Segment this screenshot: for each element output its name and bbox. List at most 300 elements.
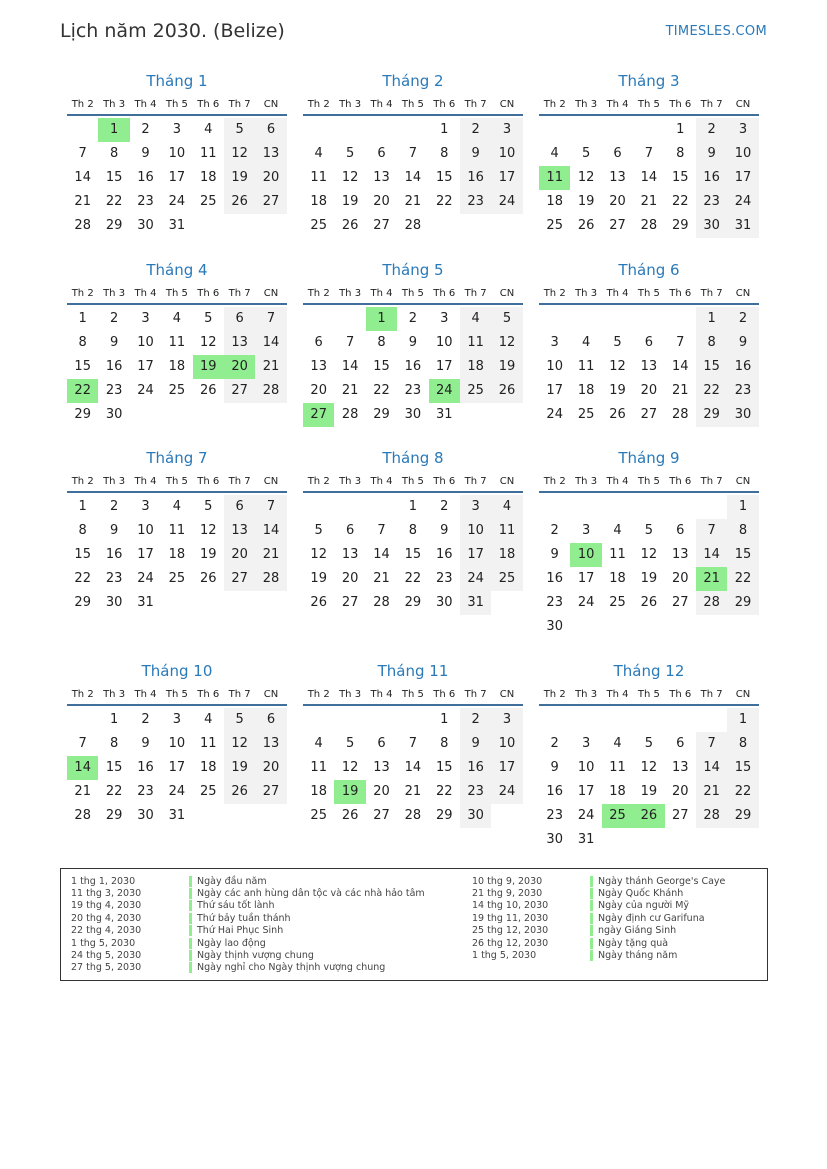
day-cell[interactable]: 5 xyxy=(491,307,522,331)
day-cell[interactable]: 14 xyxy=(341,359,359,374)
day-cell[interactable]: 12 xyxy=(199,335,217,350)
day-cell[interactable]: 15 xyxy=(404,547,422,562)
day-cell[interactable]: 5 xyxy=(644,736,653,751)
day-cell[interactable]: 30 xyxy=(696,214,727,238)
day-cell[interactable]: 7 xyxy=(255,495,286,519)
day-cell[interactable]: 17 xyxy=(137,547,154,562)
day-cell[interactable]: 8 xyxy=(377,335,386,350)
day-cell[interactable]: 19 xyxy=(609,383,626,398)
day-cell[interactable]: 25 xyxy=(199,194,217,209)
day-cell[interactable]: 20 xyxy=(341,571,359,586)
day-cell[interactable]: 30 xyxy=(137,808,154,823)
day-cell[interactable]: 11 xyxy=(310,760,327,775)
day-cell[interactable]: 23 xyxy=(105,571,123,586)
day-cell[interactable]: 28 xyxy=(255,379,286,403)
day-cell[interactable]: 15 xyxy=(105,170,123,185)
day-cell[interactable]: 7 xyxy=(345,335,355,350)
day-cell[interactable]: 7 xyxy=(78,146,87,161)
day-cell[interactable]: 21 xyxy=(74,194,91,209)
day-cell[interactable]: 11 xyxy=(199,146,217,161)
day-cell[interactable]: 26 xyxy=(491,379,522,403)
day-cell[interactable]: 28 xyxy=(255,567,286,591)
day-cell[interactable]: 27 xyxy=(255,780,286,804)
day-cell[interactable]: 19 xyxy=(224,756,255,780)
day-cell[interactable]: 2 xyxy=(550,736,559,751)
day-cell[interactable]: 13 xyxy=(224,519,255,543)
day-cell[interactable]: 28 xyxy=(696,591,727,615)
day-cell[interactable]: 20 xyxy=(373,194,390,209)
day-cell[interactable]: 17 xyxy=(577,571,595,586)
day-cell[interactable]: 8 xyxy=(440,736,449,751)
day-cell[interactable]: 17 xyxy=(491,166,522,190)
day-cell[interactable]: 13 xyxy=(373,170,390,185)
day-cell[interactable]: 9 xyxy=(550,760,559,775)
day-cell[interactable]: 3 xyxy=(491,708,522,732)
day-cell[interactable]: 6 xyxy=(255,118,286,142)
day-cell[interactable]: 10 xyxy=(168,736,186,751)
day-cell[interactable]: 28 xyxy=(696,804,727,828)
day-cell[interactable]: 12 xyxy=(224,142,255,166)
day-cell[interactable]: 14 xyxy=(404,760,422,775)
day-cell[interactable]: 10 xyxy=(491,732,522,756)
day-cell[interactable]: 16 xyxy=(546,784,563,799)
day-cell[interactable]: 16 xyxy=(435,547,453,562)
day-cell[interactable]: 23 xyxy=(546,595,563,610)
day-cell[interactable]: 4 xyxy=(581,335,591,350)
day-cell[interactable]: 25 xyxy=(199,784,217,799)
day-cell[interactable]: 8 xyxy=(676,146,685,161)
day-cell[interactable]: 11 xyxy=(199,736,217,751)
day-cell[interactable]: 5 xyxy=(224,708,255,732)
day-cell[interactable]: 12 xyxy=(341,170,359,185)
day-cell[interactable]: 23 xyxy=(546,808,563,823)
day-cell[interactable]: 9 xyxy=(460,142,491,166)
day-cell[interactable]: 16 xyxy=(696,166,727,190)
day-cell[interactable]: 18 xyxy=(491,543,522,567)
day-cell[interactable]: 4 xyxy=(172,499,181,514)
day-cell[interactable]: 31 xyxy=(168,218,186,233)
day-cell[interactable]: 12 xyxy=(224,732,255,756)
day-cell[interactable]: 9 xyxy=(727,331,758,355)
day-cell[interactable]: 25 xyxy=(460,379,491,403)
day-cell[interactable]: 26 xyxy=(577,218,595,233)
day-cell[interactable]: 17 xyxy=(168,760,186,775)
day-cell[interactable]: 24 xyxy=(168,784,186,799)
day-cell[interactable]: 15 xyxy=(435,170,453,185)
day-cell[interactable]: 13 xyxy=(255,142,286,166)
day-cell[interactable]: 29 xyxy=(105,808,123,823)
day-cell[interactable]: 22 xyxy=(435,784,453,799)
day-cell[interactable]: 17 xyxy=(435,359,453,374)
day-cell[interactable]: 4 xyxy=(204,122,213,137)
day-cell[interactable]: 7 xyxy=(408,736,417,751)
day-cell[interactable]: 28 xyxy=(74,218,91,233)
day-cell[interactable]: 24 xyxy=(577,808,595,823)
day-cell[interactable]: 28 xyxy=(404,808,422,823)
day-cell[interactable]: 28 xyxy=(671,407,689,422)
day-cell[interactable]: 8 xyxy=(696,331,727,355)
day-cell[interactable]: 27 xyxy=(341,595,359,610)
day-cell[interactable]: 27 xyxy=(373,218,390,233)
day-cell[interactable]: 26 xyxy=(224,190,255,214)
day-cell[interactable]: 7 xyxy=(696,732,727,756)
day-cell[interactable]: 24 xyxy=(168,194,186,209)
day-cell[interactable]: 12 xyxy=(577,170,595,185)
holiday-day-cell[interactable]: 1 xyxy=(366,307,397,331)
day-cell[interactable]: 18 xyxy=(168,359,186,374)
day-cell[interactable]: 11 xyxy=(609,760,626,775)
day-cell[interactable]: 18 xyxy=(310,194,327,209)
day-cell[interactable]: 27 xyxy=(671,808,689,823)
day-cell[interactable]: 14 xyxy=(640,170,658,185)
day-cell[interactable]: 21 xyxy=(671,383,689,398)
day-cell[interactable]: 19 xyxy=(640,571,658,586)
day-cell[interactable]: 1 xyxy=(408,499,417,514)
day-cell[interactable]: 1 xyxy=(727,708,758,732)
day-cell[interactable]: 30 xyxy=(105,407,123,422)
day-cell[interactable]: 2 xyxy=(109,311,119,326)
day-cell[interactable]: 1 xyxy=(676,122,685,137)
day-cell[interactable]: 20 xyxy=(671,784,689,799)
day-cell[interactable]: 24 xyxy=(137,571,154,586)
day-cell[interactable]: 6 xyxy=(613,146,622,161)
day-cell[interactable]: 8 xyxy=(440,146,449,161)
day-cell[interactable]: 12 xyxy=(199,523,217,538)
day-cell[interactable]: 15 xyxy=(696,355,727,379)
day-cell[interactable]: 18 xyxy=(609,784,626,799)
day-cell[interactable]: 18 xyxy=(199,760,217,775)
day-cell[interactable]: 23 xyxy=(435,571,453,586)
day-cell[interactable]: 31 xyxy=(168,808,186,823)
day-cell[interactable]: 15 xyxy=(74,359,91,374)
day-cell[interactable]: 21 xyxy=(341,383,359,398)
day-cell[interactable]: 3 xyxy=(550,335,559,350)
day-cell[interactable]: 17 xyxy=(546,383,563,398)
day-cell[interactable]: 1 xyxy=(696,307,727,331)
day-cell[interactable]: 10 xyxy=(168,146,186,161)
day-cell[interactable]: 3 xyxy=(172,122,181,137)
day-cell[interactable]: 8 xyxy=(408,523,417,538)
day-cell[interactable]: 25 xyxy=(310,218,327,233)
day-cell[interactable]: 29 xyxy=(74,407,91,422)
day-cell[interactable]: 2 xyxy=(696,118,727,142)
day-cell[interactable]: 21 xyxy=(404,784,422,799)
day-cell[interactable]: 25 xyxy=(491,567,522,591)
day-cell[interactable]: 2 xyxy=(141,712,150,727)
day-cell[interactable]: 30 xyxy=(546,832,563,847)
day-cell[interactable]: 20 xyxy=(609,194,626,209)
day-cell[interactable]: 18 xyxy=(546,194,563,209)
day-cell[interactable]: 18 xyxy=(199,170,217,185)
day-cell[interactable]: 23 xyxy=(137,784,154,799)
day-cell[interactable]: 4 xyxy=(172,311,181,326)
day-cell[interactable]: 16 xyxy=(546,571,563,586)
day-cell[interactable]: 4 xyxy=(613,736,622,751)
day-cell[interactable]: 4 xyxy=(550,146,559,161)
day-cell[interactable]: 2 xyxy=(727,307,758,331)
day-cell[interactable]: 22 xyxy=(373,383,390,398)
day-cell[interactable]: 31 xyxy=(460,591,491,615)
day-cell[interactable]: 15 xyxy=(727,543,758,567)
day-cell[interactable]: 11 xyxy=(168,523,186,538)
day-cell[interactable]: 3 xyxy=(440,311,449,326)
day-cell[interactable]: 27 xyxy=(671,595,689,610)
day-cell[interactable]: 21 xyxy=(255,355,286,379)
day-cell[interactable]: 28 xyxy=(404,218,422,233)
day-cell[interactable]: 27 xyxy=(255,190,286,214)
day-cell[interactable]: 30 xyxy=(727,403,758,427)
day-cell[interactable]: 4 xyxy=(491,495,522,519)
day-cell[interactable]: 9 xyxy=(141,146,150,161)
day-cell[interactable]: 20 xyxy=(640,383,658,398)
day-cell[interactable]: 29 xyxy=(671,218,689,233)
day-cell[interactable]: 26 xyxy=(341,218,359,233)
day-cell[interactable]: 29 xyxy=(435,808,453,823)
day-cell[interactable]: 18 xyxy=(609,571,626,586)
day-cell[interactable]: 16 xyxy=(460,166,491,190)
day-cell[interactable]: 7 xyxy=(676,335,685,350)
day-cell[interactable]: 1 xyxy=(78,311,87,326)
day-cell[interactable]: 19 xyxy=(341,194,359,209)
day-cell[interactable]: 18 xyxy=(168,547,186,562)
day-cell[interactable]: 12 xyxy=(491,331,522,355)
day-cell[interactable]: 11 xyxy=(460,331,491,355)
day-cell[interactable]: 7 xyxy=(377,523,386,538)
day-cell[interactable]: 8 xyxy=(109,146,119,161)
day-cell[interactable]: 1 xyxy=(440,122,449,137)
day-cell[interactable]: 10 xyxy=(727,142,758,166)
day-cell[interactable]: 3 xyxy=(141,499,150,514)
day-cell[interactable]: 15 xyxy=(373,359,390,374)
day-cell[interactable]: 21 xyxy=(74,784,91,799)
day-cell[interactable]: 17 xyxy=(491,756,522,780)
day-cell[interactable]: 23 xyxy=(404,383,422,398)
day-cell[interactable]: 2 xyxy=(440,499,449,514)
day-cell[interactable]: 3 xyxy=(581,736,591,751)
day-cell[interactable]: 26 xyxy=(609,407,626,422)
day-cell[interactable]: 12 xyxy=(640,760,658,775)
day-cell[interactable]: 23 xyxy=(460,190,491,214)
day-cell[interactable]: 9 xyxy=(440,523,449,538)
day-cell[interactable]: 27 xyxy=(224,379,255,403)
day-cell[interactable]: 5 xyxy=(613,335,622,350)
day-cell[interactable]: 30 xyxy=(137,218,154,233)
day-cell[interactable]: 12 xyxy=(609,359,626,374)
day-cell[interactable]: 16 xyxy=(105,359,123,374)
day-cell[interactable]: 19 xyxy=(199,547,217,562)
day-cell[interactable]: 24 xyxy=(491,190,522,214)
day-cell[interactable]: 26 xyxy=(640,595,658,610)
day-cell[interactable]: 3 xyxy=(141,311,150,326)
day-cell[interactable]: 7 xyxy=(696,519,727,543)
day-cell[interactable]: 13 xyxy=(310,359,327,374)
day-cell[interactable]: 23 xyxy=(727,379,758,403)
day-cell[interactable]: 22 xyxy=(727,780,758,804)
day-cell[interactable]: 28 xyxy=(373,595,390,610)
day-cell[interactable]: 19 xyxy=(640,784,658,799)
day-cell[interactable]: 2 xyxy=(460,708,491,732)
day-cell[interactable]: 16 xyxy=(727,355,758,379)
day-cell[interactable]: 15 xyxy=(671,170,689,185)
day-cell[interactable]: 25 xyxy=(577,407,595,422)
day-cell[interactable]: 16 xyxy=(404,359,422,374)
day-cell[interactable]: 26 xyxy=(224,780,255,804)
day-cell[interactable]: 12 xyxy=(341,760,359,775)
day-cell[interactable]: 10 xyxy=(491,142,522,166)
day-cell[interactable]: 22 xyxy=(74,571,91,586)
day-cell[interactable]: 11 xyxy=(609,547,626,562)
day-cell[interactable]: 22 xyxy=(404,571,422,586)
day-cell[interactable]: 22 xyxy=(671,194,689,209)
day-cell[interactable]: 4 xyxy=(460,307,491,331)
day-cell[interactable]: 20 xyxy=(373,784,390,799)
day-cell[interactable]: 26 xyxy=(341,808,359,823)
day-cell[interactable]: 16 xyxy=(137,760,154,775)
day-cell[interactable]: 6 xyxy=(377,146,386,161)
day-cell[interactable]: 20 xyxy=(671,571,689,586)
day-cell[interactable]: 6 xyxy=(345,523,355,538)
day-cell[interactable]: 24 xyxy=(137,383,154,398)
brand-link[interactable]: TIMESLES.COM xyxy=(665,24,767,39)
day-cell[interactable]: 17 xyxy=(460,543,491,567)
day-cell[interactable]: 13 xyxy=(341,547,359,562)
day-cell[interactable]: 16 xyxy=(460,756,491,780)
day-cell[interactable]: 19 xyxy=(491,355,522,379)
day-cell[interactable]: 10 xyxy=(577,760,595,775)
day-cell[interactable]: 28 xyxy=(640,218,658,233)
day-cell[interactable]: 13 xyxy=(671,760,689,775)
day-cell[interactable]: 21 xyxy=(373,571,390,586)
day-cell[interactable]: 23 xyxy=(105,383,123,398)
day-cell[interactable]: 14 xyxy=(255,331,286,355)
day-cell[interactable]: 29 xyxy=(74,595,91,610)
day-cell[interactable]: 5 xyxy=(314,523,323,538)
day-cell[interactable]: 24 xyxy=(546,407,563,422)
day-cell[interactable]: 4 xyxy=(314,146,323,161)
day-cell[interactable]: 22 xyxy=(435,194,453,209)
day-cell[interactable]: 29 xyxy=(373,407,390,422)
day-cell[interactable]: 14 xyxy=(255,519,286,543)
holiday-day-cell[interactable]: 22 xyxy=(67,379,98,403)
day-cell[interactable]: 30 xyxy=(460,804,491,828)
day-cell[interactable]: 9 xyxy=(696,142,727,166)
holiday-day-cell[interactable]: 27 xyxy=(303,403,334,427)
holiday-day-cell[interactable]: 21 xyxy=(696,567,727,591)
day-cell[interactable]: 29 xyxy=(727,804,758,828)
day-cell[interactable]: 17 xyxy=(137,359,154,374)
day-cell[interactable]: 5 xyxy=(345,736,355,751)
day-cell[interactable]: 27 xyxy=(609,218,626,233)
day-cell[interactable]: 15 xyxy=(105,760,123,775)
day-cell[interactable]: 7 xyxy=(408,146,417,161)
day-cell[interactable]: 3 xyxy=(460,495,491,519)
day-cell[interactable]: 14 xyxy=(404,170,422,185)
day-cell[interactable]: 31 xyxy=(727,214,758,238)
day-cell[interactable]: 13 xyxy=(640,359,658,374)
day-cell[interactable]: 22 xyxy=(105,784,123,799)
day-cell[interactable]: 13 xyxy=(671,547,689,562)
holiday-day-cell[interactable]: 19 xyxy=(193,355,224,379)
day-cell[interactable]: 7 xyxy=(255,307,286,331)
holiday-day-cell[interactable]: 20 xyxy=(224,355,255,379)
day-cell[interactable]: 14 xyxy=(671,359,689,374)
day-cell[interactable]: 10 xyxy=(137,335,154,350)
day-cell[interactable]: 5 xyxy=(581,146,591,161)
day-cell[interactable]: 20 xyxy=(255,166,286,190)
day-cell[interactable]: 27 xyxy=(640,407,658,422)
day-cell[interactable]: 13 xyxy=(255,732,286,756)
day-cell[interactable]: 17 xyxy=(577,784,595,799)
day-cell[interactable]: 11 xyxy=(577,359,595,374)
day-cell[interactable]: 29 xyxy=(105,218,123,233)
day-cell[interactable]: 5 xyxy=(204,499,213,514)
day-cell[interactable]: 14 xyxy=(373,547,390,562)
day-cell[interactable]: 26 xyxy=(310,595,327,610)
day-cell[interactable]: 15 xyxy=(727,756,758,780)
day-cell[interactable]: 8 xyxy=(727,519,758,543)
day-cell[interactable]: 5 xyxy=(644,523,653,538)
day-cell[interactable]: 30 xyxy=(435,595,453,610)
day-cell[interactable]: 6 xyxy=(314,335,323,350)
day-cell[interactable]: 21 xyxy=(640,194,658,209)
day-cell[interactable]: 24 xyxy=(491,780,522,804)
day-cell[interactable]: 8 xyxy=(727,732,758,756)
day-cell[interactable]: 23 xyxy=(460,780,491,804)
day-cell[interactable]: 22 xyxy=(105,194,123,209)
holiday-day-cell[interactable]: 14 xyxy=(67,756,98,780)
holiday-day-cell[interactable]: 25 xyxy=(602,804,633,828)
day-cell[interactable]: 6 xyxy=(255,708,286,732)
day-cell[interactable]: 25 xyxy=(310,808,327,823)
day-cell[interactable]: 6 xyxy=(224,495,255,519)
day-cell[interactable]: 3 xyxy=(491,118,522,142)
day-cell[interactable]: 22 xyxy=(727,567,758,591)
day-cell[interactable]: 30 xyxy=(404,407,422,422)
day-cell[interactable]: 19 xyxy=(310,571,327,586)
day-cell[interactable]: 2 xyxy=(460,118,491,142)
day-cell[interactable]: 6 xyxy=(377,736,386,751)
day-cell[interactable]: 20 xyxy=(310,383,327,398)
day-cell[interactable]: 3 xyxy=(172,712,181,727)
day-cell[interactable]: 13 xyxy=(373,760,390,775)
day-cell[interactable]: 29 xyxy=(404,595,422,610)
day-cell[interactable]: 16 xyxy=(105,547,123,562)
day-cell[interactable]: 12 xyxy=(310,547,327,562)
day-cell[interactable]: 24 xyxy=(577,595,595,610)
day-cell[interactable]: 6 xyxy=(224,307,255,331)
day-cell[interactable]: 8 xyxy=(78,335,87,350)
day-cell[interactable]: 7 xyxy=(78,736,87,751)
holiday-day-cell[interactable]: 11 xyxy=(539,166,570,190)
holiday-day-cell[interactable]: 10 xyxy=(570,543,601,567)
day-cell[interactable]: 10 xyxy=(460,519,491,543)
day-cell[interactable]: 25 xyxy=(609,595,626,610)
day-cell[interactable]: 31 xyxy=(435,407,453,422)
day-cell[interactable]: 1 xyxy=(727,495,758,519)
day-cell[interactable]: 7 xyxy=(644,146,653,161)
day-cell[interactable]: 23 xyxy=(137,194,154,209)
day-cell[interactable]: 14 xyxy=(74,170,91,185)
day-cell[interactable]: 4 xyxy=(613,523,622,538)
day-cell[interactable]: 2 xyxy=(550,523,559,538)
day-cell[interactable]: 24 xyxy=(460,567,491,591)
day-cell[interactable]: 3 xyxy=(727,118,758,142)
day-cell[interactable]: 14 xyxy=(696,756,727,780)
day-cell[interactable]: 10 xyxy=(435,335,453,350)
day-cell[interactable]: 19 xyxy=(577,194,595,209)
day-cell[interactable]: 9 xyxy=(109,335,119,350)
day-cell[interactable]: 4 xyxy=(314,736,323,751)
